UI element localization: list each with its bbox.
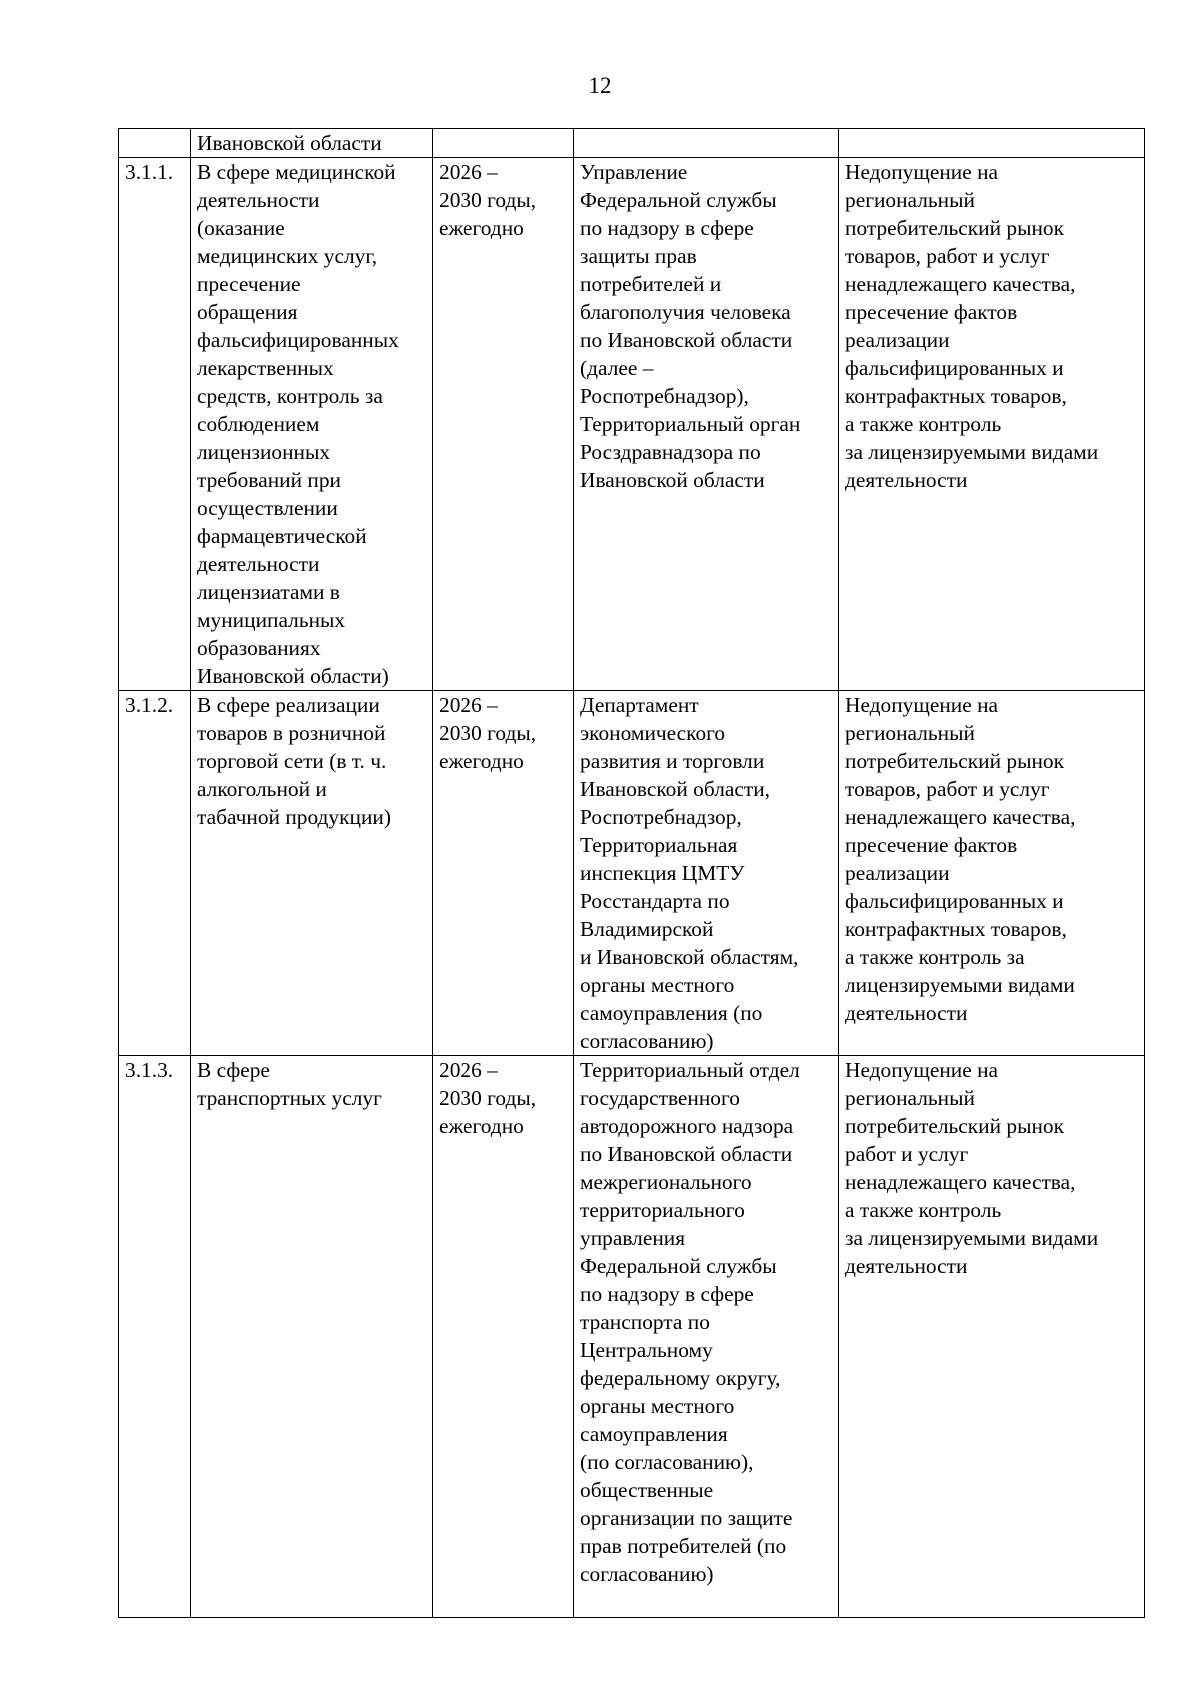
- table-row: [119, 158, 1145, 691]
- table-row: [119, 691, 1145, 1056]
- cell-executors: Департамент экономического развития и торговли Ивановской области, Роспотребнадзор, Территориальная инспекция ЦМТУ Росстандарта по Владимирской и Ивановской областям, органы местного самоуправления (по согласованию): [574, 691, 839, 1056]
- cell-term: 2026 – 2030 годы, ежегодно: [433, 691, 574, 1056]
- cell-executors: Управление Федеральной службы по надзору в сфере защиты прав потребителей и благополучия человека по Ивановской области (далее – Роспотребнадзор), Территориальный орган Росздравнадзора по Ивановской области: [574, 158, 839, 691]
- cell-area: В сфере транспортных услуг: [191, 1056, 433, 1618]
- table-row-continuation: [119, 129, 1145, 158]
- cell-result: [839, 129, 1145, 158]
- cell-executors: Территориальный отдел государственного автодорожного надзора по Ивановской области межрегионального территориального управления Федеральной службы по надзору в сфере транспорта по Центральному федеральному округу, органы местного самоуправления (по согласованию), общественные организации по защите прав потребителей (по согласованию): [574, 1056, 839, 1618]
- cell-area: В сфере реализации товаров в розничной торговой сети (в т. ч. алкогольной и табачной продукции): [191, 691, 433, 1056]
- cell-number: 3.1.1.: [119, 158, 191, 691]
- cell-result: Недопущение на региональный потребительский рынок товаров, работ и услуг ненадлежащего качества, пресечение фактов реализации фальсифицированных и контрафактных товаров, а также контроль за лицензируемыми видами деятельности: [839, 158, 1145, 691]
- measures-table: [118, 128, 1145, 1618]
- cell-number: 3.1.2.: [119, 691, 191, 1056]
- cell-term: 2026 – 2030 годы, ежегодно: [433, 1056, 574, 1618]
- cell-result: Недопущение на региональный потребительский рынок работ и услуг ненадлежащего качества, а также контроль за лицензируемыми видами деятельности: [839, 1056, 1145, 1618]
- cell-area: Ивановской области: [191, 129, 433, 158]
- cell-term: 2026 – 2030 годы, ежегодно: [433, 158, 574, 691]
- cell-term: [433, 129, 574, 158]
- cell-area: В сфере медицинской деятельности (оказание медицинских услуг, пресечение обращения фальсифицированных лекарственных средств, контроль за соблюдением лицензионных требований при осуществлении фармацевтической деятельности лицензиатами в муниципальных образованиях Ивановской области): [191, 158, 433, 691]
- cell-result: Недопущение на региональный потребительский рынок товаров, работ и услуг ненадлежащего качества, пресечение фактов реализации фальсифицированных и контрафактных товаров, а также контроль за лицензируемыми видами деятельности: [839, 691, 1145, 1056]
- table-row: [119, 1056, 1145, 1618]
- cell-executors: [574, 129, 839, 158]
- page-number: 12: [588, 73, 612, 98]
- cell-number: 3.1.3.: [119, 1056, 191, 1618]
- cell-number: [119, 129, 191, 158]
